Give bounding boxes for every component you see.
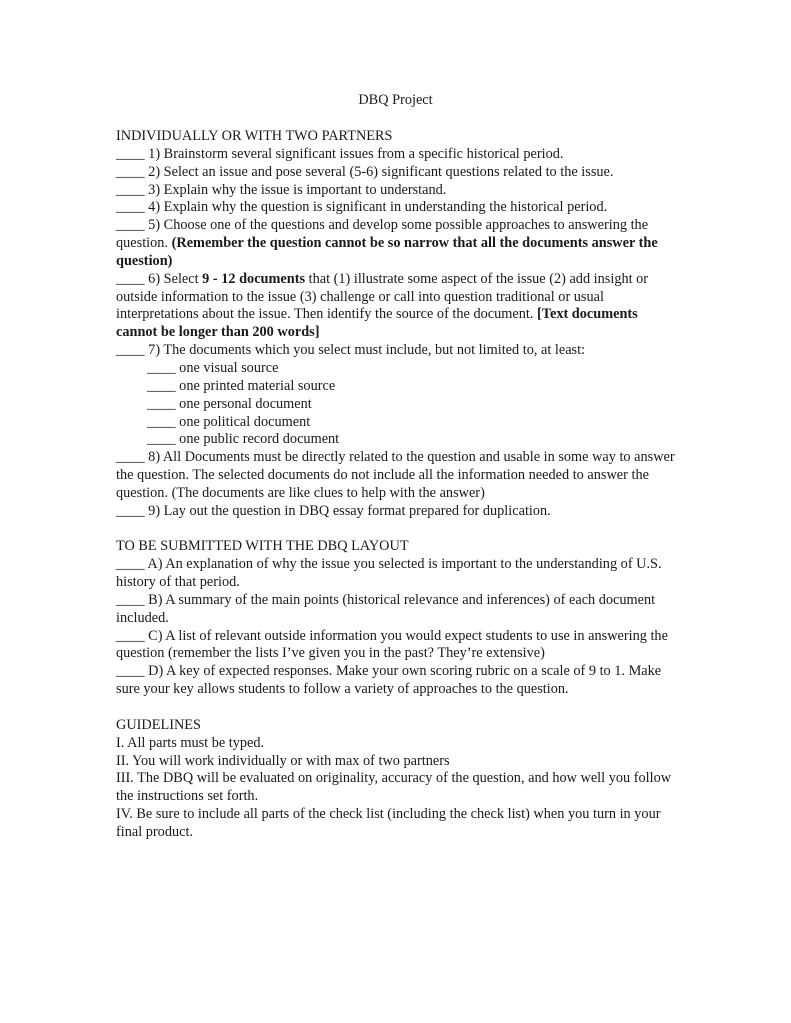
section-spacer — [116, 699, 681, 717]
submit-item-b: ____ B) A summary of the main points (historical relevance and inferences) of each document included. — [116, 591, 656, 626]
checklist-item-6-text-b: that (1) illustrate some aspect of the issue (2) add insight or outside information to the issue (3) challenge or call into question traditional or usual interpretations about the issue. Then identify the source of the document. — [116, 270, 649, 323]
checklist-item-9: ____ 9) Lay out the question in DBQ essay format prepared for duplication. — [116, 502, 551, 519]
guideline-item-4: IV. Be sure to include all parts of the check list (including the check list) when you turn in your final product. — [116, 806, 661, 840]
submit-item-d: ____ D) A key of expected responses. Make your own scoring rubric on a scale of 9 to 1. Make sure your key allows students to follow a variety of approaches to the question. — [116, 663, 662, 698]
checklist-item-7: ____ 7) The documents which you select must include, but not limited to, at least: — [116, 342, 586, 359]
page-title: DBQ Project — [358, 92, 433, 108]
checklist-item-4: ____ 4) Explain why the question is significant in understanding the historical period. — [116, 199, 608, 216]
section-spacer — [116, 521, 681, 539]
checklist-subitem: ____ one public record document — [147, 431, 340, 448]
checklist-item-5 — [116, 217, 681, 271]
checklist-item-5-text: ____ 5) Choose one of the questions and develop some possible approaches to answering the question. — [116, 217, 649, 252]
checklist-subitem: ____ one personal document — [147, 395, 312, 412]
checklist-item-3: ____ 3) Explain why the issue is important to understand. — [116, 181, 447, 198]
checklist-item-8: ____ 8) All Documents must be directly related to the question and usable in some way to answer the question. The selected documents do not include all the information needed to answer the question. (The documents are like clues to help with the answer) — [116, 449, 675, 501]
checklist-subitem: ____ one printed material source — [147, 377, 336, 394]
submit-item-a: ____ A) An explanation of why the issue you selected is important to the understanding of U.S. history of that period. — [116, 556, 662, 591]
section-heading-partners: INDIVIDUALLY OR WITH TWO PARTNERS — [116, 128, 393, 144]
checklist-subitem: ____ one political document — [147, 413, 311, 430]
document-body — [116, 128, 681, 842]
checklist-subitem: ____ one visual source — [147, 359, 279, 376]
checklist-item-6-text-a: ____ 6) Select — [116, 270, 203, 287]
section-heading-guidelines: GUIDELINES — [116, 716, 201, 733]
guideline-item-2: II. You will work individually or with max of two partners — [116, 752, 450, 769]
guideline-item-3: III. The DBQ will be evaluated on originality, accuracy of the question, and how well you follow the instructions set forth. — [116, 770, 672, 805]
guideline-item-1: I. All parts must be typed. — [116, 734, 265, 751]
checklist-item-6 — [116, 271, 681, 342]
checklist-item-5-note: (Remember the question cannot be so narrow that all the documents answer the question) — [116, 235, 658, 269]
section-heading-submit: TO BE SUBMITTED WITH THE DBQ LAYOUT — [116, 538, 409, 555]
checklist-item-2: ____ 2) Select an issue and pose several (5-6) significant questions related to the issue. — [116, 163, 614, 180]
checklist-item-6-count: 9 - 12 documents — [202, 270, 306, 287]
checklist-item-1: ____ 1) Brainstorm several significant issues from a specific historical period. — [116, 145, 564, 162]
submit-item-c: ____ C) A list of relevant outside information you would expect students to use in answering the question (remember the lists I’ve given you in the past? They’re extensive) — [116, 627, 668, 662]
checklist-item-6-note: [Text documents cannot be longer than 200 words] — [116, 306, 638, 341]
